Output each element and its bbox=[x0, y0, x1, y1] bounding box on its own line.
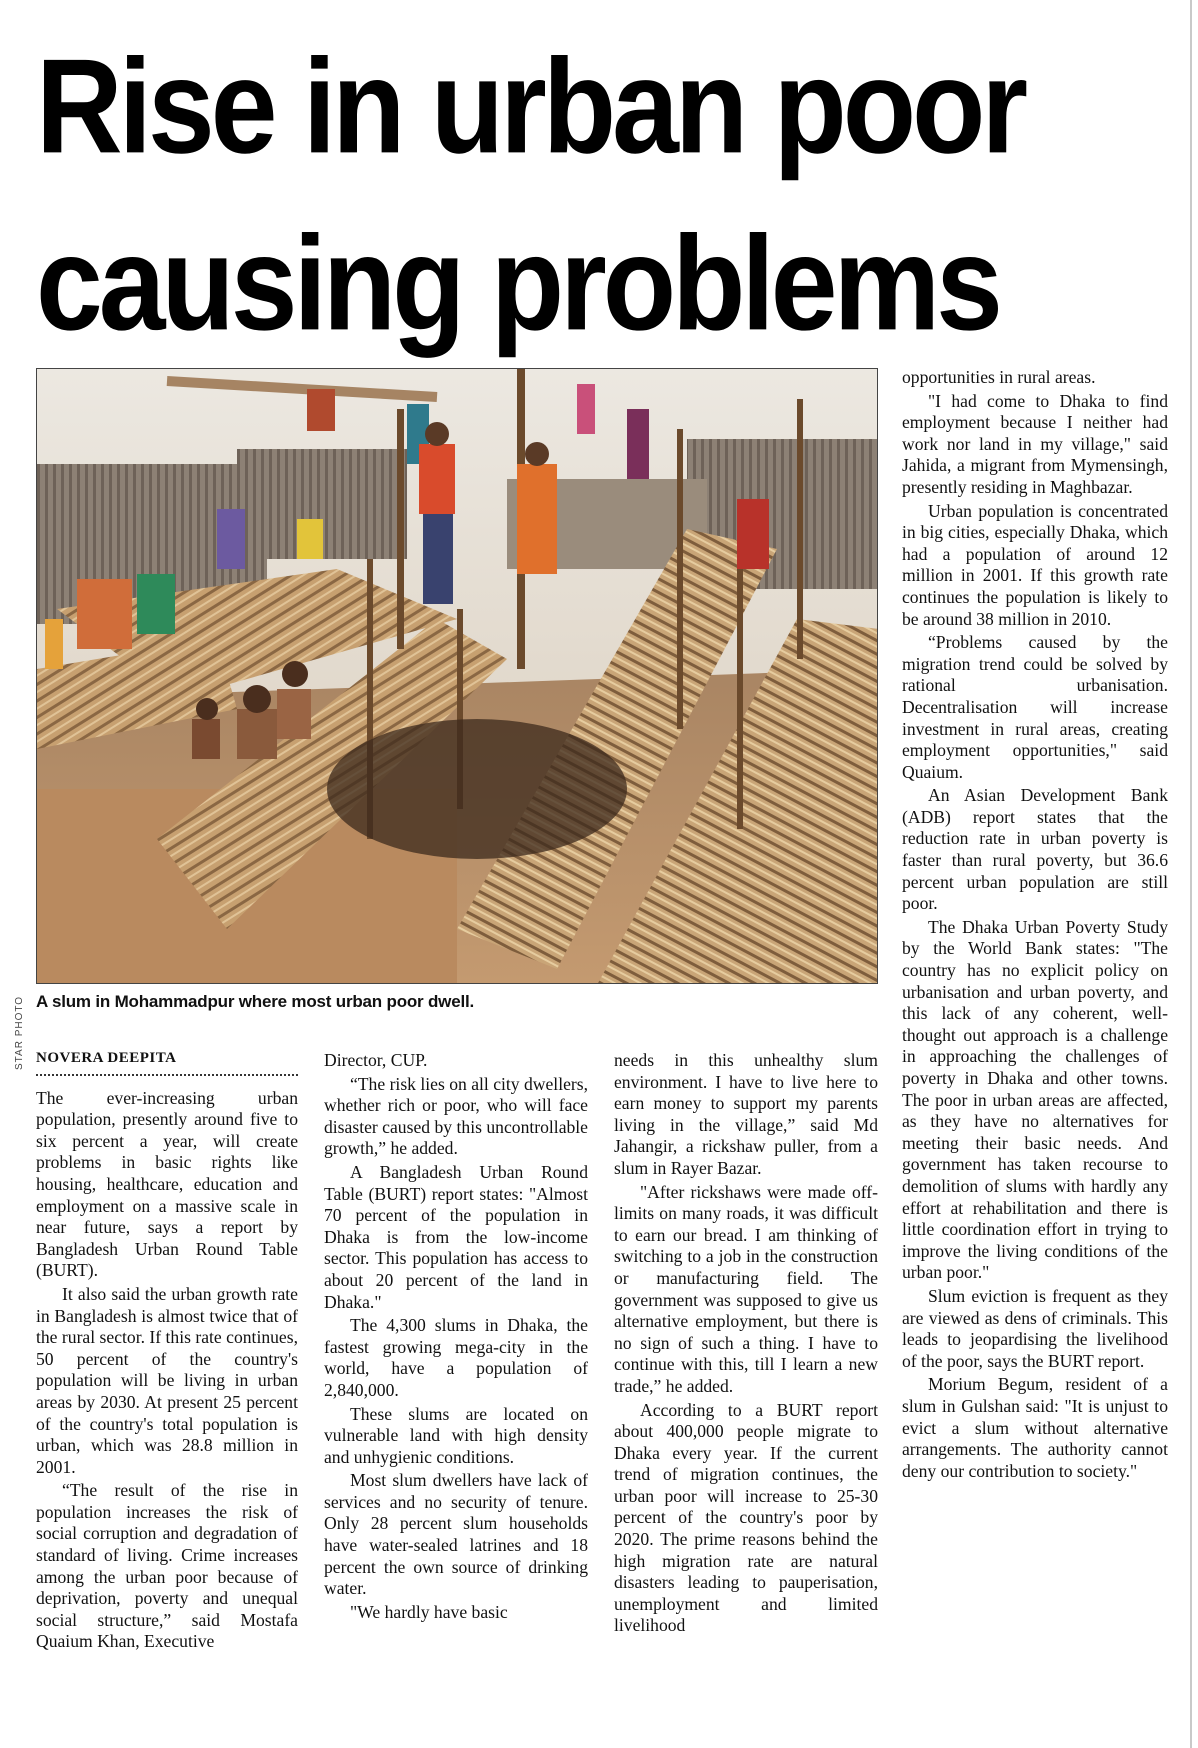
paragraph: These slums are located on vulnerable land with high density and unhygienic conditions. bbox=[324, 1403, 588, 1467]
paragraph: opportunities in rural areas. bbox=[902, 367, 1096, 387]
paragraph: A Bangladesh Urban Round Table (BURT) report states: "Almost 70 percent of the population in Dhaka is from the low-income sector. This population has access to about 20 percent of the land in Dhaka." bbox=[324, 1161, 588, 1312]
article-column-3 bbox=[614, 1050, 878, 1639]
headline-line-1: Rise in urban poor bbox=[36, 31, 1025, 182]
paragraph: The 4,300 slums in Dhaka, the fastest growing mega-city in the world, have a population of 2,840,000. bbox=[324, 1315, 588, 1400]
paragraph: Morium Begum, resident of a slum in Gulshan said: "It is unjust to evict a slum without alternative arrangements. The authority cannot deny our contribution to society." bbox=[902, 1374, 1168, 1481]
paragraph: It also said the urban growth rate in Bangladesh is almost twice that of the rural sector. If this rate continues, 50 percent of the country's population will be living in urban areas by 2030. At present 25 percent of the country's total population is urban, which was 28.8 million in 2001. bbox=[36, 1283, 298, 1477]
byline-divider bbox=[36, 1074, 298, 1076]
paragraph: needs in this unhealthy slum environment. I have to live here to earn money to support my parents living in the village,” said Md Jahangir, a rickshaw puller, from a slum in Rayer Bazar. bbox=[614, 1050, 878, 1178]
photo-caption: A slum in Mohammadpur where most urban poor dwell. bbox=[36, 992, 475, 1011]
headline bbox=[36, 18, 1166, 372]
slum-photo-illustration bbox=[37, 369, 878, 984]
paragraph: “The risk lies on all city dwellers, whether rich or poor, who will face disaster caused by this uncontrollable growth,” he added. bbox=[324, 1073, 588, 1159]
paragraph: The ever-increasing urban population, presently around five to six percent a year, will create problems in basic rights like housing, healthcare, education and employment on a massive scale in near future, says a report by Bangladesh Urban Round Table (BURT). bbox=[36, 1087, 298, 1281]
paragraph: “The result of the rise in population increases the risk of social corruption and degradation of standard of living. Crime increases among the urban poor because of deprivation, poverty and unequal social structure,” said Mostafa Quaium Khan, Executive bbox=[36, 1480, 298, 1652]
paragraph: “Problems caused by the migration trend could be solved by rational urbanisation. Decentralisation will increase investment in rural areas, creating employment opportunities," said Quaium. bbox=[902, 632, 1168, 782]
paragraph: Director, CUP. bbox=[324, 1050, 428, 1070]
headline-line-2: causing problems bbox=[36, 208, 999, 359]
slum-photo bbox=[36, 368, 878, 984]
article-column-1 bbox=[36, 1048, 298, 1655]
page-edge-rule bbox=[1190, 0, 1192, 1748]
paragraph: Slum eviction is frequent as they are viewed as dens of criminals. This leads to jeopardising the livelihood of the poor, says the BURT report. bbox=[902, 1285, 1168, 1371]
paragraph: The Dhaka Urban Poverty Study by the World Bank states: "The country has no explicit policy on urbanisation and urban poverty, and this lack of any coherent, well-thought out approach is a challenge in approaching the challenges of poverty in Dhaka and other towns. The poor in urban areas are affected, as they have no alternatives for meeting their basic needs. And government has taken recourse to demolition of slums with hardly any effort at rehabilitation and there is little coordination effort in trying to improve the living conditions of the urban poor." bbox=[902, 916, 1168, 1283]
paragraph: An Asian Development Bank (ADB) report states that the reduction rate in urban poverty is faster than rural poverty, but 36.6 percent urban population are still poor. bbox=[902, 785, 1168, 914]
paragraph: Most slum dwellers have lack of services and no security of tenure. Only 28 percent slum households have water-sealed latrines and 18 percent the own source of drinking water. bbox=[324, 1470, 588, 1599]
paragraph: "We hardly have basic bbox=[350, 1601, 508, 1622]
article-column-2 bbox=[324, 1050, 588, 1625]
photo-credit: STAR PHOTO bbox=[14, 995, 25, 1070]
paragraph: "I had come to Dhaka to find employment because I neither had work nor land in my village," said Jahida, a migrant from Mymensingh, presently residing in Maghbazar. bbox=[902, 390, 1168, 497]
article-column-4 bbox=[902, 367, 1168, 1484]
paragraph: "After rickshaws were made off-limits on many roads, it was difficult to earn our bread. I am thinking of switching to a job in the construction or manufacturing field. The government was supposed to give us alternative employment, but there is no sign of such a thing. I have to continue with this, till I learn a new trade,” he added. bbox=[614, 1181, 878, 1396]
byline: NOVERA DEEPITA bbox=[36, 1050, 177, 1066]
paragraph: According to a BURT report about 400,000 people migrate to Dhaka every year. If the current trend of migration continues, the urban poor will increase to 25-30 percent of the country's poor by 2020. The prime reasons behind the high migration rate are natural disasters leading to pauperisation, unemployment and limited livelihood bbox=[614, 1399, 878, 1636]
paragraph: Urban population is concentrated in big cities, especially Dhaka, which had a population of around 12 million in 2001. If this growth rate continues the population is likely to be around 38 million in 2010. bbox=[902, 500, 1168, 629]
